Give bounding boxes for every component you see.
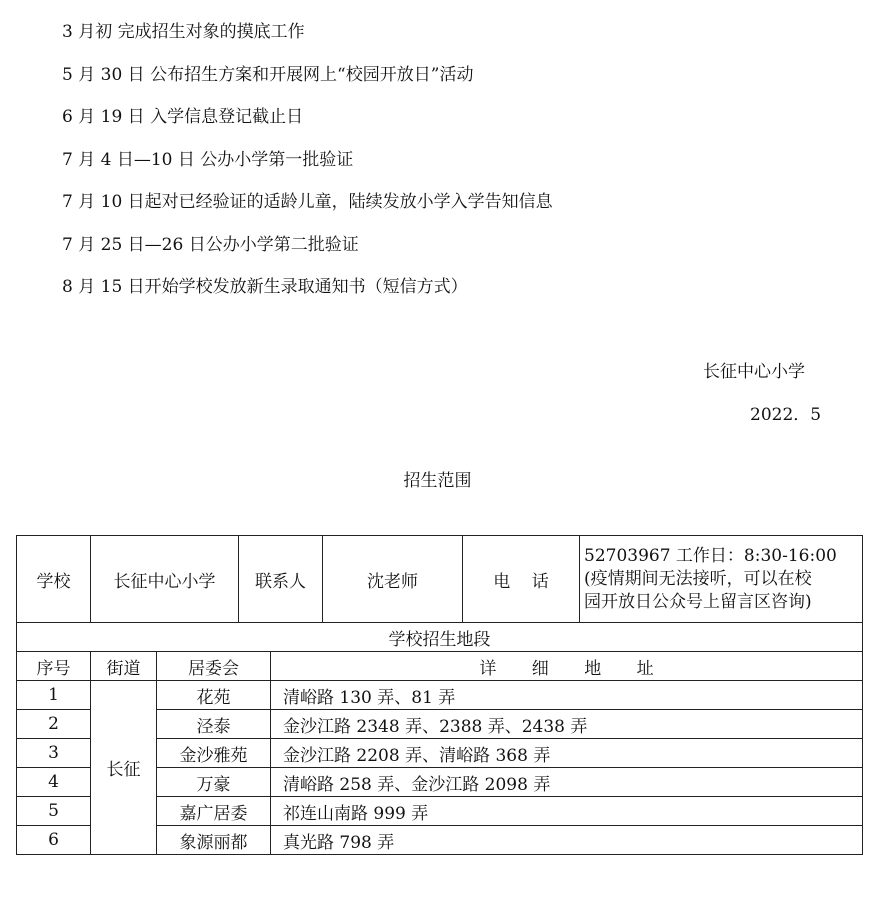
row-address: 金沙江路 2348 弄、2388 弄、2438 弄 [271,710,863,739]
timeline-item: 8 月 15 日开始学校发放新生录取通知书（短信方式） [62,277,468,297]
timeline-item: 7 月 25 日—26 日公办小学第二批验证 [62,235,359,255]
row-address: 祁连山南路 999 弄 [271,797,863,826]
enrollment-range-table [16,622,863,855]
phone-line: 园开放日公众号上留言区咨询) [584,591,812,612]
school-name: 长征中心小学 [91,536,239,623]
header-street: 街道 [91,652,157,681]
row-no: 3 [17,739,91,768]
header-no: 序号 [17,652,91,681]
row-committee: 象源丽都 [157,826,271,855]
timeline-item: 7 月 10 日起对已经验证的适龄儿童，陆续发放小学入学告知信息 [62,192,553,212]
school-info-table [16,535,863,623]
contact-name: 沈老师 [323,536,463,623]
row-no: 2 [17,710,91,739]
row-committee: 花苑 [157,681,271,710]
phone-line: 52703967 工作日：8:30-16:00 [584,545,837,566]
row-no: 4 [17,768,91,797]
school-label: 学校 [17,536,91,623]
contact-label: 联系人 [239,536,323,623]
row-address: 真光路 798 弄 [271,826,863,855]
row-no: 5 [17,797,91,826]
phone-line: (疫情期间无法接听，可以在校 [584,568,812,589]
row-no: 6 [17,826,91,855]
header-address: 详 细 地 址 [271,652,863,681]
row-committee: 万豪 [157,768,271,797]
row-committee: 泾泰 [157,710,271,739]
header-committee: 居委会 [157,652,271,681]
range-caption: 学校招生地段 [17,623,863,652]
table-row [17,681,863,710]
row-no: 1 [17,681,91,710]
row-committee: 金沙雅苑 [157,739,271,768]
row-address: 清峪路 258 弄、金沙江路 2098 弄 [271,768,863,797]
row-committee: 嘉广居委 [157,797,271,826]
signature-school: 长征中心小学 [703,362,805,382]
row-address: 清峪路 130 弄、81 弄 [271,681,863,710]
section-title: 招生范围 [403,471,472,491]
timeline-item: 5 月 30 日 公布招生方案和开展网上“校园开放日”活动 [62,65,474,85]
phone-label: 电 话 [463,536,580,623]
timeline-item: 6 月 19 日 入学信息登记截止日 [62,107,304,127]
timeline-item: 7 月 4 日—10 日 公办小学第一批验证 [62,150,354,170]
signature-date: 2022．5 [750,405,822,425]
timeline-item: 3 月初 完成招生对象的摸底工作 [62,22,305,42]
street-cell: 长征 [91,681,157,855]
row-address: 金沙江路 2208 弄、清峪路 368 弄 [271,739,863,768]
phone-info [580,536,863,623]
